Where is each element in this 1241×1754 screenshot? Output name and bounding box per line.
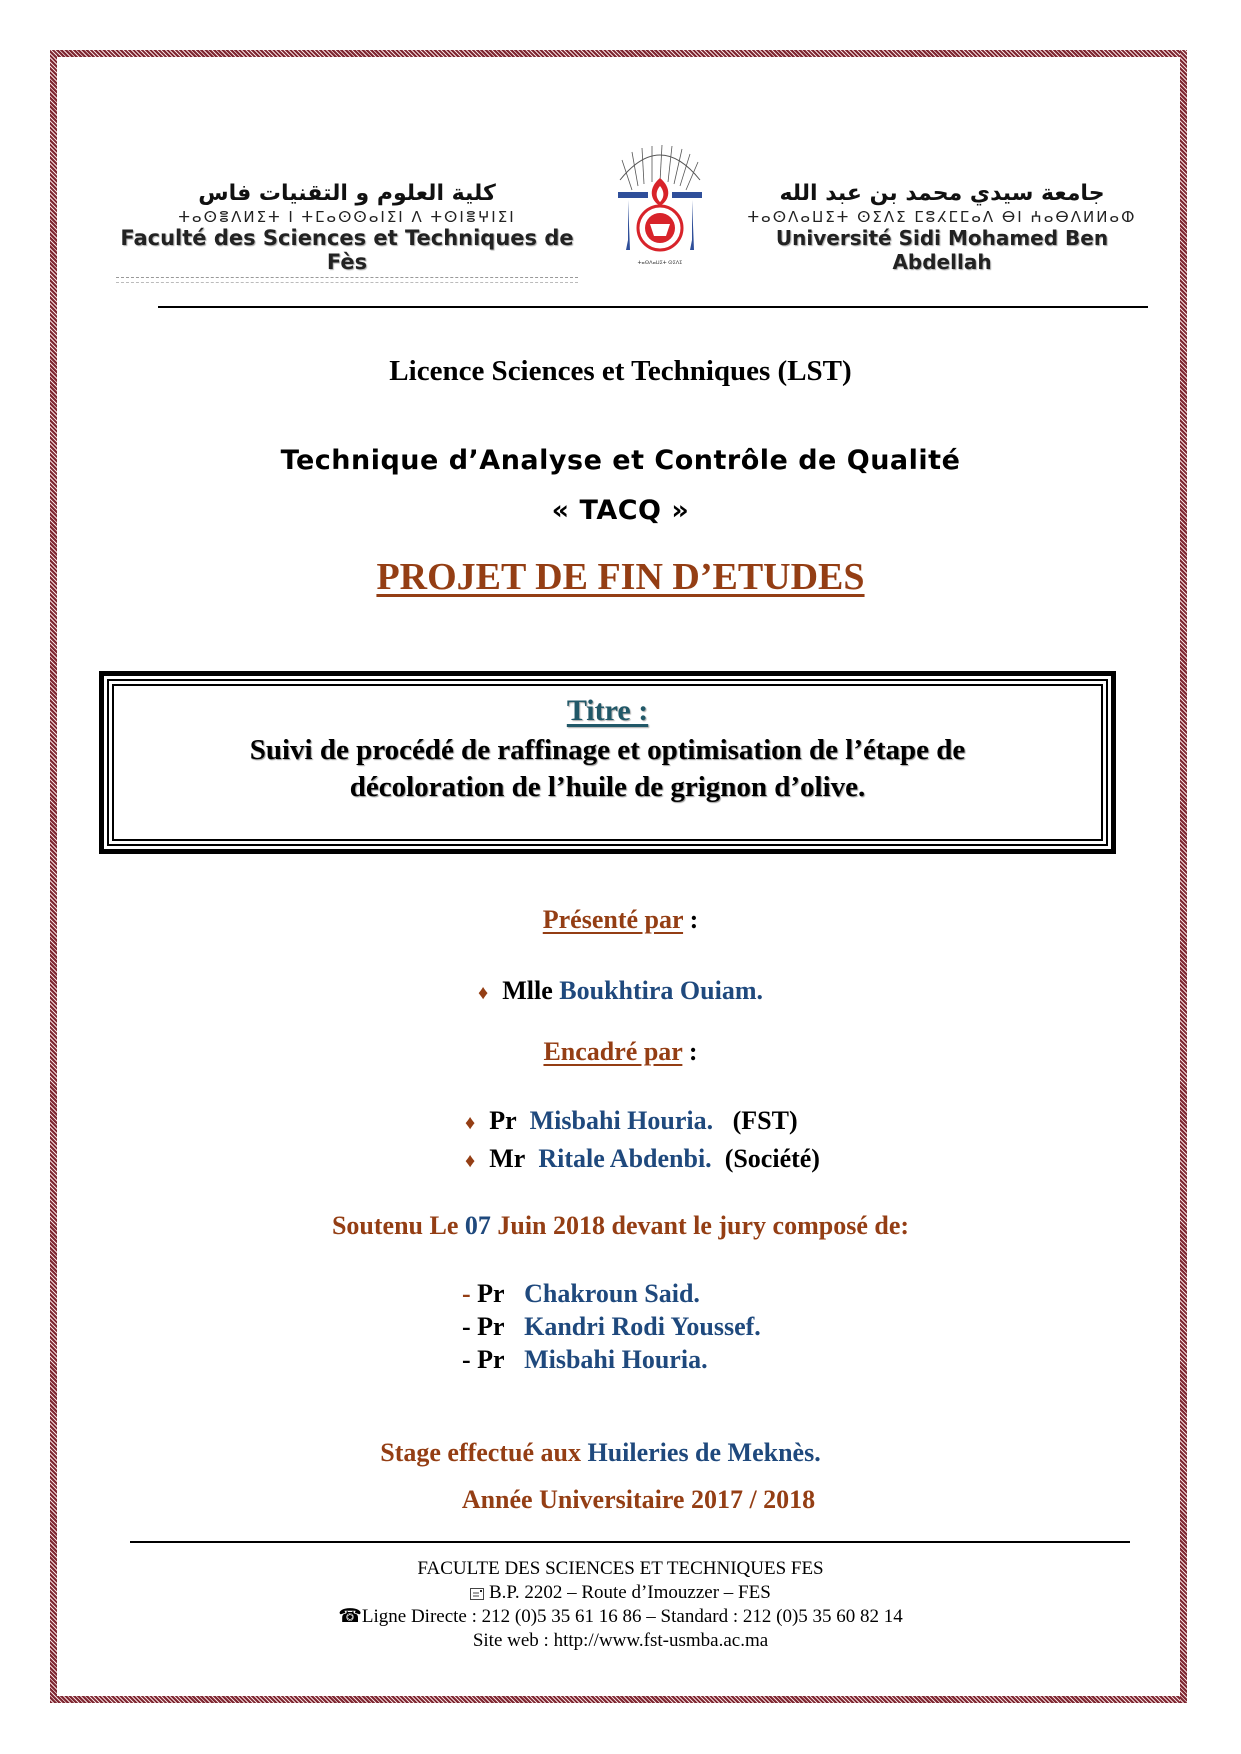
- presented-by-heading: [0, 905, 1241, 935]
- faculty-name-french: Faculté des Sciences et Techniques de Fès: [120, 226, 574, 274]
- supervisor-title: Pr: [489, 1106, 517, 1135]
- university-header: [742, 180, 1142, 274]
- diamond-bullet-icon: ♦: [465, 1150, 476, 1172]
- faculty-name-tifinagh: ⵜⴰⵙⴻⴷⵍⵉⵜ ⵏ ⵜⵎⴰⵙⵙⴰⵏⵉⵏ ⴷ ⵜⵙⵏⴻⵖⵏⵉⵏ: [178, 208, 516, 226]
- footer-phone-line: [0, 1605, 1241, 1629]
- university-name-french: Université Sidi Mohamed Ben Abdellah: [775, 226, 1109, 274]
- supervisor-name: Ritale Abdenbi.: [538, 1144, 712, 1173]
- jury-dash: -: [462, 1279, 471, 1308]
- faculty-header: [112, 180, 582, 283]
- document-type: [0, 555, 1241, 599]
- internship-prefix: Stage effectué aux: [380, 1438, 588, 1467]
- presented-by-colon: :: [683, 905, 699, 934]
- jury-member: [462, 1343, 761, 1376]
- decorative-dashed-line: [116, 277, 578, 283]
- jury-member: [462, 1310, 761, 1343]
- degree-title: Licence Sciences et Techniques (LST): [389, 355, 852, 387]
- page-border-bottom: [50, 1696, 1187, 1703]
- thesis-title: [114, 732, 1101, 806]
- footer-address: B.P. 2202 – Route d’Imouzzer – FES: [488, 1582, 771, 1603]
- university-name-arabic: جامعة سيدي محمد بن عبد الله: [779, 181, 1105, 206]
- mailbox-icon: [470, 1588, 484, 1600]
- jury-member: [462, 1277, 761, 1310]
- diamond-bullet-icon: ♦: [478, 982, 489, 1004]
- supervisor-name: Misbahi Houria.: [529, 1106, 714, 1135]
- jury-dash: -: [462, 1312, 471, 1341]
- track-acronym: « TACQ »: [551, 495, 690, 526]
- supervised-by-heading: [0, 1037, 1241, 1067]
- student-title: Mlle: [502, 976, 553, 1005]
- footer-website: Site web : http://www.fst-usmba.ac.ma: [472, 1630, 769, 1651]
- diamond-bullet-icon: ♦: [465, 1112, 476, 1134]
- presented-by-label: Présenté par: [542, 905, 684, 934]
- supervisor-title: Mr: [489, 1144, 526, 1173]
- thesis-title-line1: Suivi de procédé de raffinage et optimisation de l’étape de: [249, 734, 966, 766]
- student-name: Boukhtira Ouiam.: [559, 976, 763, 1005]
- footer-phone: Ligne Directe : 212 (0)5 35 61 16 86 – Standard : 212 (0)5 35 60 82 14: [361, 1606, 903, 1627]
- supervisors-list: [465, 1103, 820, 1179]
- jury-title: Pr: [477, 1345, 505, 1374]
- title-box: [99, 671, 1116, 854]
- footer-institution: FACULTE DES SCIENCES ET TECHNIQUES FES: [417, 1558, 824, 1579]
- svg-text:ⵜⴰⵙⴷⴰⵡⵉⵜ ⵙⵉⴷⵉ: ⵜⴰⵙⴷⴰⵡⵉⵜ ⵙⵉⴷⵉ: [637, 260, 683, 266]
- footer-address-line: [0, 1581, 1241, 1605]
- telephone-icon: ☎: [338, 1606, 362, 1627]
- internship-company: Huileries de Meknès.: [587, 1438, 821, 1467]
- supervisor-item: [465, 1103, 820, 1141]
- footer: [0, 1557, 1241, 1653]
- page-border-top: [50, 50, 1187, 57]
- supervisor-item: [465, 1141, 820, 1179]
- academic-year: Année Universitaire 2017 / 2018: [461, 1485, 816, 1514]
- jury-name: Kandri Rodi Youssef.: [524, 1312, 761, 1341]
- student-line: [0, 976, 1241, 1006]
- title-label: Titre :: [566, 694, 649, 727]
- jury-name: Chakroun Said.: [524, 1279, 700, 1308]
- defense-line: [0, 1211, 1241, 1241]
- header-divider: [158, 306, 1148, 308]
- jury-dash: -: [462, 1345, 471, 1374]
- university-seal-icon: [612, 140, 708, 270]
- footer-divider: [130, 1541, 1130, 1543]
- supervisor-affiliation: (FST): [732, 1106, 798, 1135]
- track-name: Technique d’Analyse et Contrôle de Qualité: [280, 445, 961, 476]
- thesis-title-line2: décoloration de l’huile de grignon d’olive.: [349, 771, 866, 803]
- jury-list: [462, 1277, 761, 1376]
- supervisor-affiliation: (Société): [724, 1144, 820, 1173]
- jury-name: Misbahi Houria.: [524, 1345, 708, 1374]
- jury-title: Pr: [477, 1279, 505, 1308]
- track-title: [0, 436, 1241, 536]
- supervised-by-label: Encadré par: [543, 1037, 683, 1066]
- defense-day: 07: [464, 1211, 491, 1240]
- defense-suffix: Juin 2018 devant le jury composé de:: [490, 1211, 910, 1240]
- supervised-by-colon: :: [682, 1037, 698, 1066]
- university-name-tifinagh: ⵜⴰⵙⴷⴰⵡⵉⵜ ⵙⵉⴷⵉ ⵎⵓⵃⵎⵎⴰⴷ ⴱⵏ ⵄⴰⴱⴷⵍⵍⴰⵀ: [747, 208, 1137, 226]
- faculty-name-arabic: كلية العلوم و التقنيات فاس: [198, 181, 496, 206]
- defense-prefix: Soutenu Le: [331, 1211, 465, 1240]
- internship-line: [0, 1438, 1221, 1468]
- document-type-text: PROJET DE FIN D’ETUDES: [376, 556, 865, 598]
- jury-title: Pr: [477, 1312, 505, 1341]
